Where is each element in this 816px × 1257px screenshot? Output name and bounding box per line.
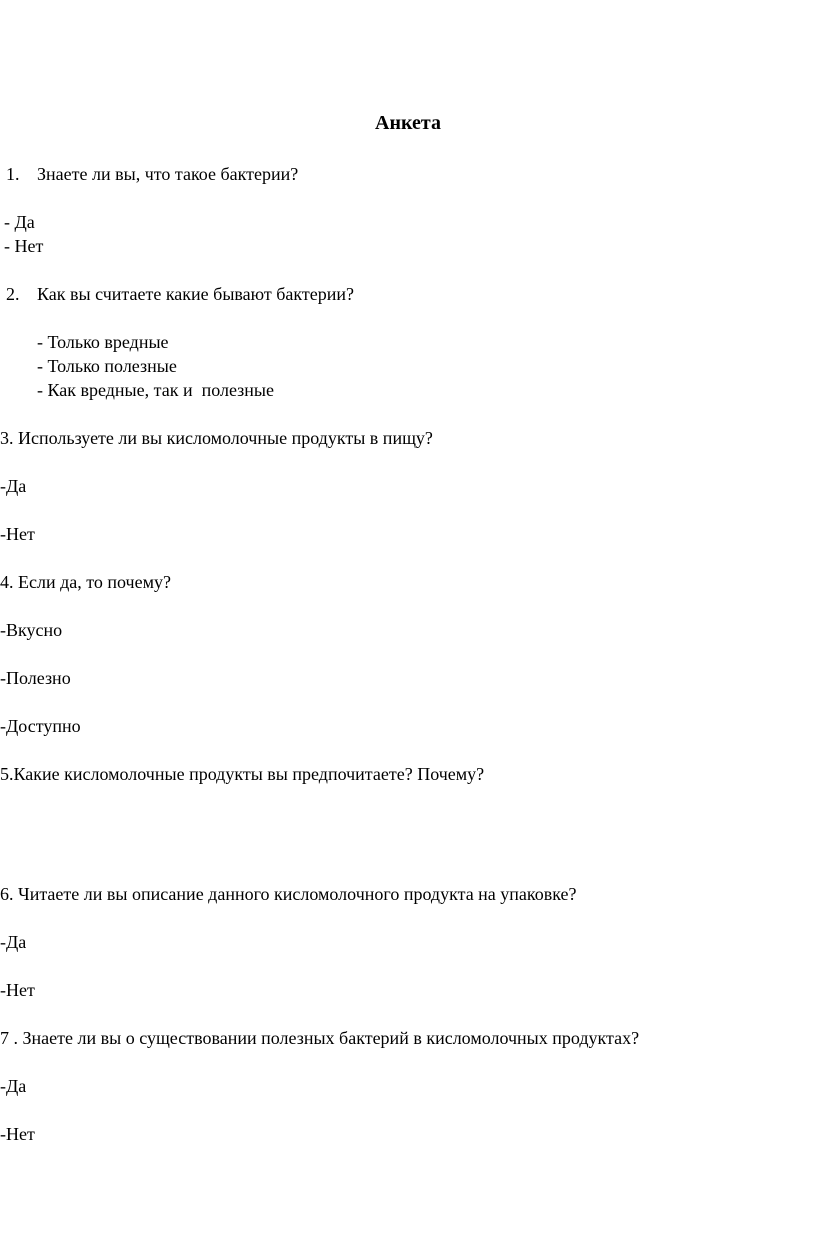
answer-option: -Нет bbox=[0, 524, 35, 544]
answer-option: - Только вредные bbox=[37, 332, 169, 352]
answer-option: -Доступно bbox=[0, 716, 81, 736]
answer-option: - Нет bbox=[4, 236, 44, 256]
document-title: Анкета bbox=[375, 112, 441, 134]
question-text: 7 . Знаете ли вы о существовании полезных бактерий в кисломолочных продуктах? bbox=[0, 1028, 640, 1048]
answer-option: - Да bbox=[4, 212, 35, 232]
question-text: 5.Какие кисломолочные продукты вы предпочитаете? Почему? bbox=[0, 764, 485, 784]
answer-option: - Только полезные bbox=[37, 356, 177, 376]
answer-option: -Да bbox=[0, 476, 27, 496]
answer-option: -Да bbox=[0, 1076, 27, 1096]
answer-option: -Нет bbox=[0, 1124, 35, 1144]
question-text: Как вы считаете какие бывают бактерии? bbox=[37, 284, 355, 304]
question-text: Знаете ли вы, что такое бактерии? bbox=[37, 164, 299, 184]
question-number: 2. bbox=[6, 284, 20, 304]
question-text: 6. Читаете ли вы описание данного кисломолочного продукта на упаковке? bbox=[0, 884, 577, 904]
answer-option: -Да bbox=[0, 932, 27, 952]
answer-option: - Как вредные, так и полезные bbox=[37, 380, 274, 400]
answer-option: -Нет bbox=[0, 980, 35, 1000]
question-text: 4. Если да, то почему? bbox=[0, 572, 171, 592]
question-number: 1. bbox=[6, 164, 20, 184]
answer-option: -Полезно bbox=[0, 668, 71, 688]
answer-option: -Вкусно bbox=[0, 620, 63, 640]
question-text: 3. Используете ли вы кисломолочные продукты в пищу? bbox=[0, 428, 433, 448]
